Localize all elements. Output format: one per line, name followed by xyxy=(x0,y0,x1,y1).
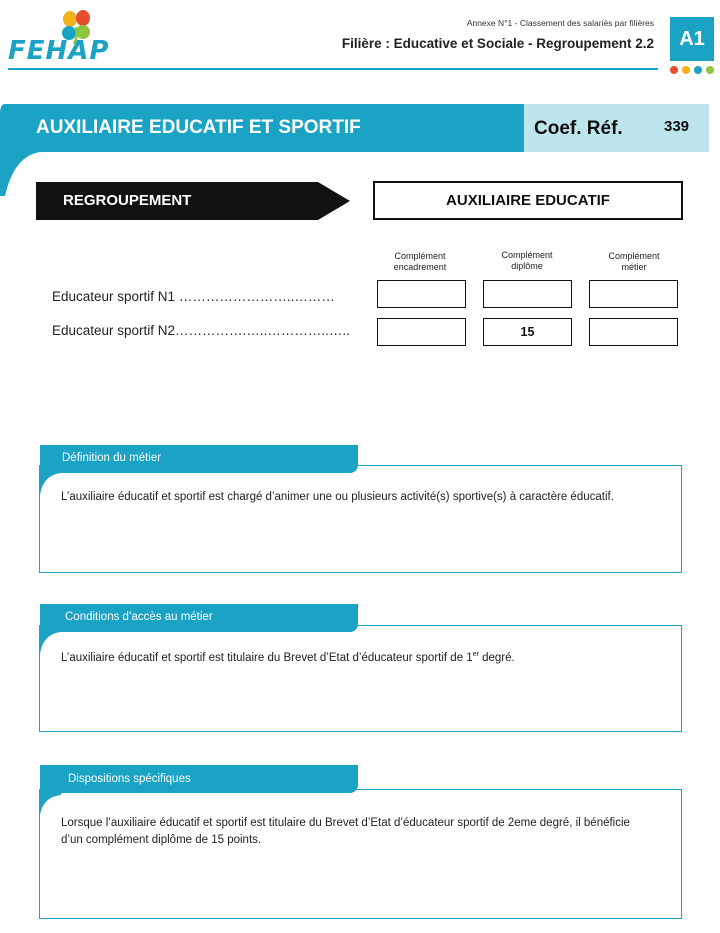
dispositions-title: Dispositions spécifiques xyxy=(68,773,191,785)
conditions-box xyxy=(39,625,682,732)
annexe-subtitle: Annexe N°1 - Classement des salariés par filières xyxy=(466,18,654,28)
row-label-n2: Educateur sportif N2…………….…..…………..….. xyxy=(52,323,350,338)
dispositions-box xyxy=(39,789,682,919)
section-badge: A1 xyxy=(670,17,714,61)
definition-box xyxy=(39,465,682,573)
regroupement-label: REGROUPEMENT xyxy=(63,192,192,209)
conditions-tab-curve xyxy=(39,604,61,654)
col-head-diplome: Complément diplôme xyxy=(501,250,553,271)
col-head-metier: Complément métier xyxy=(608,251,660,272)
dispositions-tab-curve xyxy=(39,765,61,815)
dot-red xyxy=(670,66,678,74)
header-divider xyxy=(8,68,658,70)
logo-wordmark: FEHAP xyxy=(8,36,110,66)
job-title: AUXILIAIRE EDUCATIF ET SPORTIF xyxy=(36,117,361,138)
filiere-title: Filière : Educative et Sociale - Regroupement 2.2 xyxy=(341,36,654,51)
row-label-n1: Educateur sportif N1 ……………………..……… xyxy=(52,289,335,304)
cell-n1-metier xyxy=(589,280,678,308)
cell-n1-encadrement xyxy=(377,280,466,308)
regroupement-value: AUXILIAIRE EDUCATIF xyxy=(373,181,683,220)
cell-n2-metier xyxy=(589,318,678,346)
cell-n1-diplome xyxy=(483,280,572,308)
conditions-text: L’auxiliaire éducatif et sportif est titulaire du Brevet d’Etat d’éducateur sportif de 1er degré. xyxy=(61,651,515,664)
definition-tab-curve xyxy=(39,445,61,495)
cell-n2-encadrement xyxy=(377,318,466,346)
coef-value: 339 xyxy=(664,118,690,135)
dot-blue xyxy=(694,66,702,74)
dot-yellow xyxy=(682,66,690,74)
dispositions-text: Lorsque l’auxiliaire éducatif et sportif est titulaire du Brevet d’Etat d’éducateur sportif de 2eme degré, il bénéficie d’un complément diplôme de 15 points. xyxy=(61,817,630,846)
conditions-title: Conditions d’accès au métier xyxy=(65,611,213,623)
dot-green xyxy=(706,66,714,74)
col-head-encadrement: Complément encadrement xyxy=(393,251,447,272)
definition-text: L’auxiliaire éducatif et sportif est chargé d’animer une ou plusieurs activité(s) sportive(s) à caractère éducatif. xyxy=(61,491,614,503)
definition-title: Définition du métier xyxy=(62,452,162,464)
coef-label: Coef. Réf. xyxy=(534,118,623,139)
cell-n2-diplome: 15 xyxy=(483,318,572,346)
